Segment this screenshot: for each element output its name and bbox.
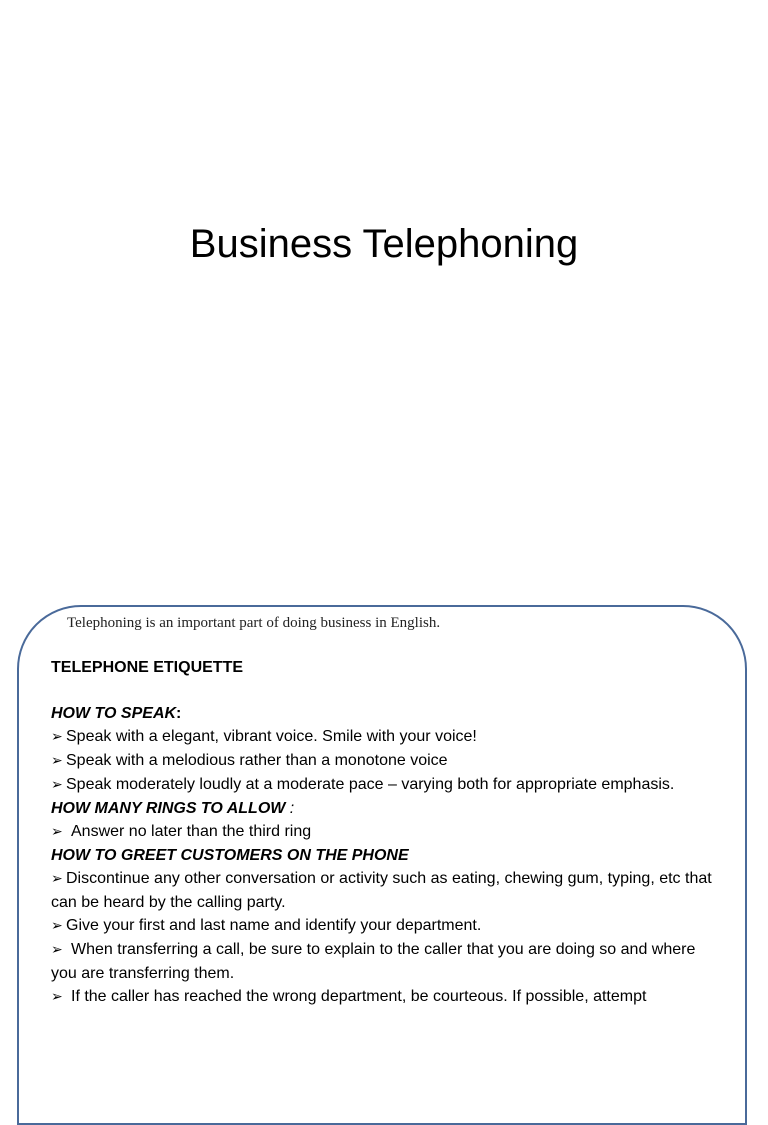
intro-text: Telephoning is an important part of doing business in English. [67,615,441,631]
bullet-text: Discontinue any other conversation or activity such as eating, chewing gum, typing, etc that can be heard by the calling party. [51,870,712,911]
bullet-text: Speak with a melodious rather than a monotone voice [66,752,448,769]
arrow-bullet-icon: ➢ [51,871,63,887]
bullet-item [51,914,721,938]
spacer [51,679,721,702]
how-many-rings-heading-line [51,797,721,820]
slide-title: Business Telephoning [189,222,579,266]
arrow-bullet-icon: ➢ [51,777,63,793]
bullet-item [51,773,721,797]
arrow-bullet-icon: ➢ [51,753,63,769]
arrow-bullet-icon: ➢ [51,918,63,934]
how-to-greet-heading: HOW TO GREET CUSTOMERS ON THE PHONE [51,847,409,864]
how-many-rings-heading: HOW MANY RINGS TO ALLOW [51,800,286,817]
bullet-item [51,725,721,749]
bullet-text: If the caller has reached the wrong department, be courteous. If possible, attempt [71,988,647,1005]
bullet-text: Give your first and last name and identify your department. [66,917,482,934]
bullet-text: Speak with a elegant, vibrant voice. Smile with your voice! [66,728,477,745]
bullet-item [51,938,721,985]
content-body [51,656,721,1009]
how-to-speak-colon: : [176,705,182,722]
arrow-bullet-icon: ➢ [51,942,63,958]
bullet-text: When transferring a call, be sure to explain to the caller that you are doing so and where you are transferring them. [51,941,696,982]
bullet-text: Speak moderately loudly at a moderate pace – varying both for appropriate emphasis. [66,776,675,793]
bullet-item [51,749,721,773]
arrow-bullet-icon: ➢ [51,729,63,745]
bullet-item [51,867,721,914]
how-to-speak-heading-line [51,702,721,725]
how-to-speak-heading: HOW TO SPEAK [51,705,177,722]
bullet-item [51,820,721,844]
bullet-text: Answer no later than the third ring [71,823,312,840]
arrow-bullet-icon: ➢ [51,989,63,1005]
how-many-rings-colon: : [285,800,295,817]
arrow-bullet-icon: ➢ [51,824,63,840]
bullet-item [51,985,721,1009]
section-title: TELEPHONE ETIQUETTE [51,659,244,676]
